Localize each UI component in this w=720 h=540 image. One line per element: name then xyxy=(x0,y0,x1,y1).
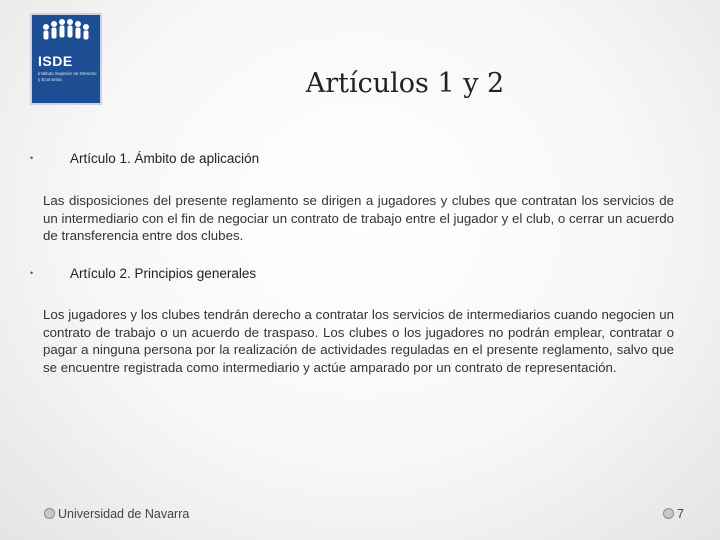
bullet-icon: • xyxy=(30,153,34,163)
footer-page-number xyxy=(663,507,684,521)
footer-organization xyxy=(44,507,189,521)
bullet-icon: • xyxy=(30,268,34,278)
article-1-text: Las disposiciones del presente reglamento se dirigen a jugadores y clubes que contratan los servicios de un intermediario con el fin de negociar un contrato de trabajo entre el jugador y el club, o cerrar un acuerdo de transferencia entre dos clubes. xyxy=(43,193,674,243)
organization-name: Universidad de Navarra xyxy=(58,507,190,521)
logo-subtitle: Instituto Superior de Derecho y Economía xyxy=(38,71,97,82)
slide-title: Artículos 1 y 2 xyxy=(305,68,505,99)
article-1-heading: Artículo 1. Ámbito de aplicación xyxy=(70,151,260,166)
circle-bullet-icon xyxy=(44,508,55,519)
article-2-heading: Artículo 2. Principios generales xyxy=(70,266,257,281)
logo-abbreviation: ISDE xyxy=(38,53,73,69)
people-emblem-icon xyxy=(32,15,100,55)
page-number: 7 xyxy=(677,507,684,521)
circle-bullet-icon xyxy=(663,508,674,519)
article-2-text: Los jugadores y los clubes tendrán derecho a contratar los servicios de intermediarios cuando negocien un contrato de trabajo o un acuerdo de traspaso. Los clubes o los jugadores no podrán emplear, contratar o pagar a ninguna persona por la realización de actividades reguladas en el presente reglamento, salvo que se encuentre registrada como intermediario y actúe amparado por un contrato de representación. xyxy=(43,307,674,375)
